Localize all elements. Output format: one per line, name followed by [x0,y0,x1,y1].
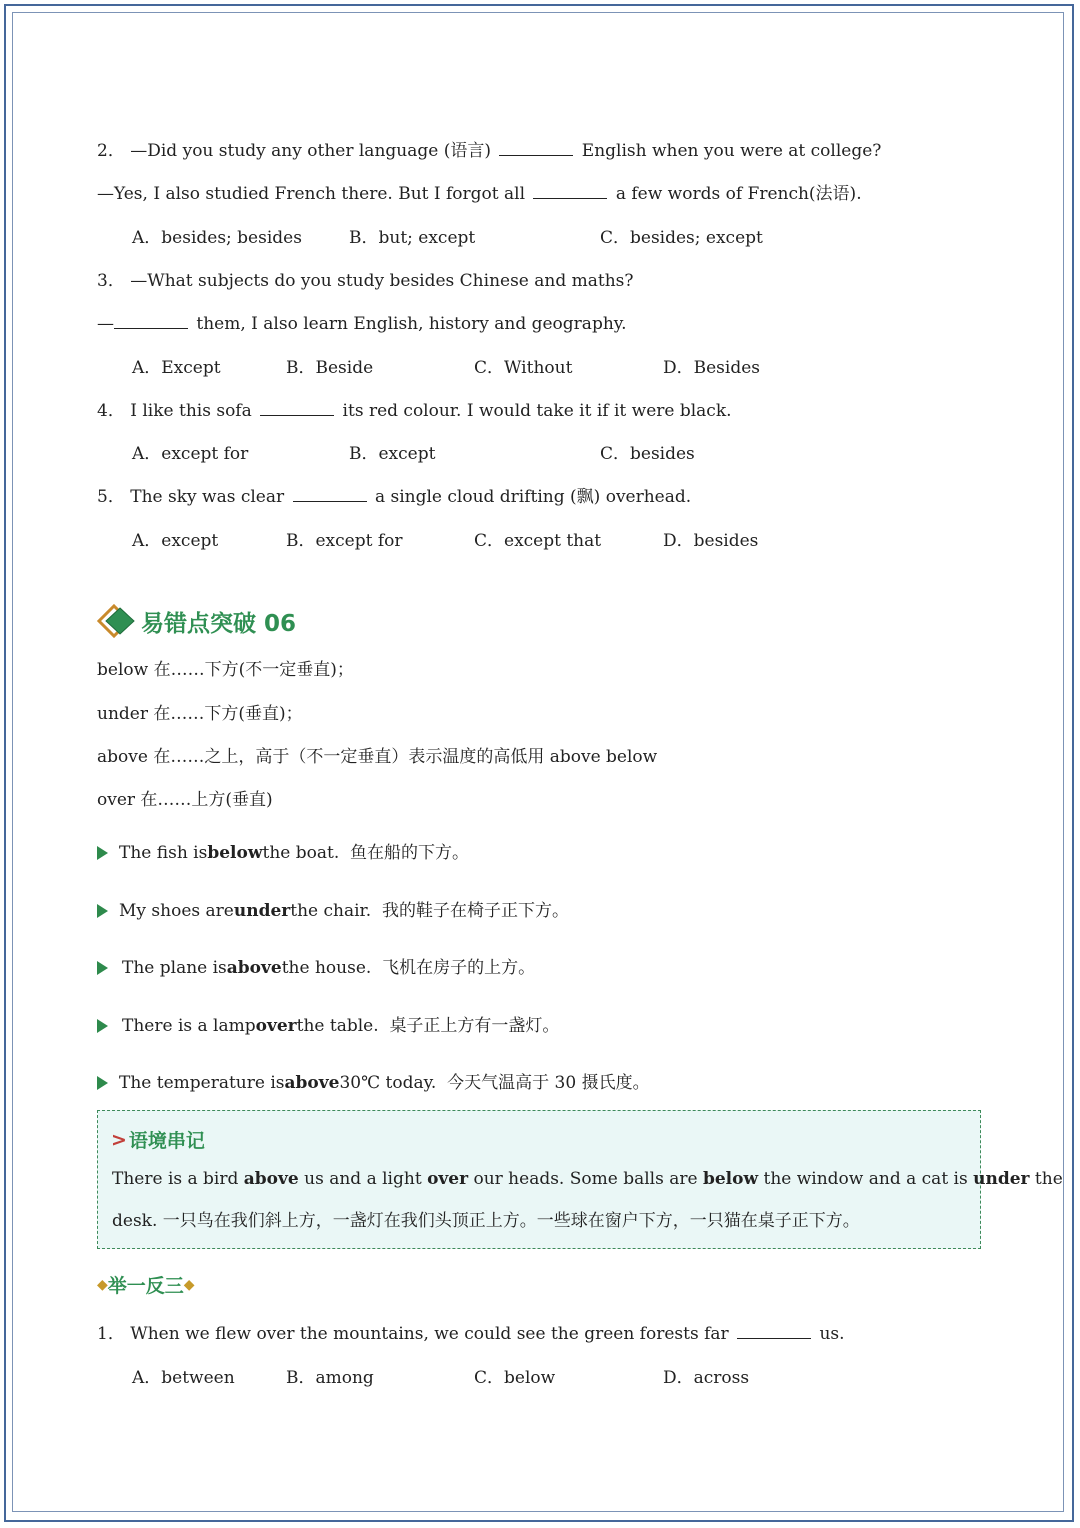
practice-q1-number: 1． [97,1324,125,1344]
section-title: 易错点突破 06 [141,610,297,637]
q5-line [97,486,691,508]
q2-line1 [97,140,881,162]
q2-blank-1[interactable] [499,141,573,156]
q3-option-a[interactable]: A．Except [132,358,221,378]
q5-blank[interactable] [293,487,367,502]
q2-text-d: a few words of French(法语). [615,184,862,204]
practice-option-c[interactable]: C．below [474,1368,556,1388]
example-item: The plane is above the house. 飞机在房子的上方。 [97,957,535,979]
q4-number: 4． [97,401,125,421]
q2-line2 [97,183,862,205]
example-item: The fish is below the boat. 鱼在船的下方。 [97,842,469,864]
practice-q1-line [97,1323,845,1345]
q3-line2 [97,313,627,335]
practice-title-text: 举一反三 [107,1275,184,1297]
q3-blank[interactable] [114,314,188,329]
def-above: above 在……之上，高于（不一定垂直）表示温度的高低用 above below [97,747,658,767]
q2-text-c: —Yes, I also studied French there. But I forgot all [97,184,526,204]
example-item: My shoes are under the chair. 我的鞋子在椅子正下方。 [97,900,569,922]
q4-option-c[interactable]: C．besides [600,444,695,464]
practice-q1-blank[interactable] [737,1324,811,1339]
q3-option-b[interactable]: B．Beside [286,358,374,378]
q3-option-c[interactable]: C．Without [474,358,573,378]
triangle-bullet-icon [97,1019,108,1033]
q2-option-b[interactable]: B．but; except [349,228,476,248]
q3-text-b: them, I also learn English, history and geography. [196,314,627,334]
context-box-title [111,1126,205,1153]
triangle-bullet-icon [97,904,108,918]
q3-line1 [97,270,634,292]
q5-text-a: The sky was clear [130,487,285,507]
q5-option-c[interactable]: C．except that [474,531,602,551]
q4-line [97,400,732,422]
section-heading [97,603,296,639]
context-box-line1: There is a bird above us and a light over our heads. Some balls are below the window and a cat is under the [112,1169,1063,1189]
triangle-bullet-icon [97,846,108,860]
diamond-bullet-icon: ◆ [97,1276,108,1293]
q2-number: 2． [97,141,125,161]
q2-blank-2[interactable] [533,184,607,199]
practice-option-a[interactable]: A．between [132,1368,235,1388]
q3-dash: — [97,314,114,334]
context-box [97,1110,1063,1249]
q3-option-d[interactable]: D．Besides [663,358,761,378]
chevron-right-icon: > [111,1128,127,1151]
q4-option-b[interactable]: B．except [349,444,436,464]
q5-option-a[interactable]: A．except [132,531,219,551]
q3-text-a: —What subjects do you study besides Chinese and maths? [130,271,634,291]
practice-q1-text-b: us. [819,1324,845,1344]
triangle-bullet-icon [97,961,108,975]
q4-text-a: I like this sofa [130,401,252,421]
q5-option-b[interactable]: B．except for [286,531,403,551]
q2-option-c[interactable]: C．besides; except [600,228,763,248]
diamond-emblem-icon [97,604,137,638]
def-under: under 在……下方(垂直)； [97,704,303,724]
q5-option-d[interactable]: D．besides [663,531,759,551]
q2-text-b: English when you were at college? [581,141,882,161]
q4-blank[interactable] [260,401,334,416]
def-over: over 在……上方(垂直) [97,790,273,810]
practice-q1-text-a: When we flew over the mountains, we could see the green forests far [130,1324,729,1344]
q5-number: 5． [97,487,125,507]
q4-option-a[interactable]: A．except for [132,444,249,464]
q4-text-b: its red colour. I would take it if it were black. [342,401,732,421]
context-box-title-text: 语境串记 [128,1130,205,1152]
diamond-bullet-icon: ◆ [183,1276,195,1293]
q5-text-b: a single cloud drifting (飘) overhead. [374,487,692,507]
q2-text-a: —Did you study any other language (语言) [130,141,491,161]
example-item: There is a lamp over the table. 桌子正上方有一盏灯。 [97,1015,559,1037]
q2-option-a[interactable]: A．besides; besides [132,228,302,248]
def-below: below 在……下方(不一定垂直)； [97,660,354,680]
context-box-line2: desk. 一只鸟在我们斜上方，一盏灯在我们头顶正上方。一些球在窗户下方，一只猫在桌子正下方。 [112,1211,860,1231]
example-item: The temperature is above 30℃ today. 今天气温高于 30 摄氏度。 [97,1072,650,1094]
practice-title [97,1271,195,1298]
q3-number: 3． [97,271,125,291]
triangle-bullet-icon [97,1076,108,1090]
practice-option-b[interactable]: B．among [286,1368,374,1388]
practice-option-d[interactable]: D．across [663,1368,750,1388]
